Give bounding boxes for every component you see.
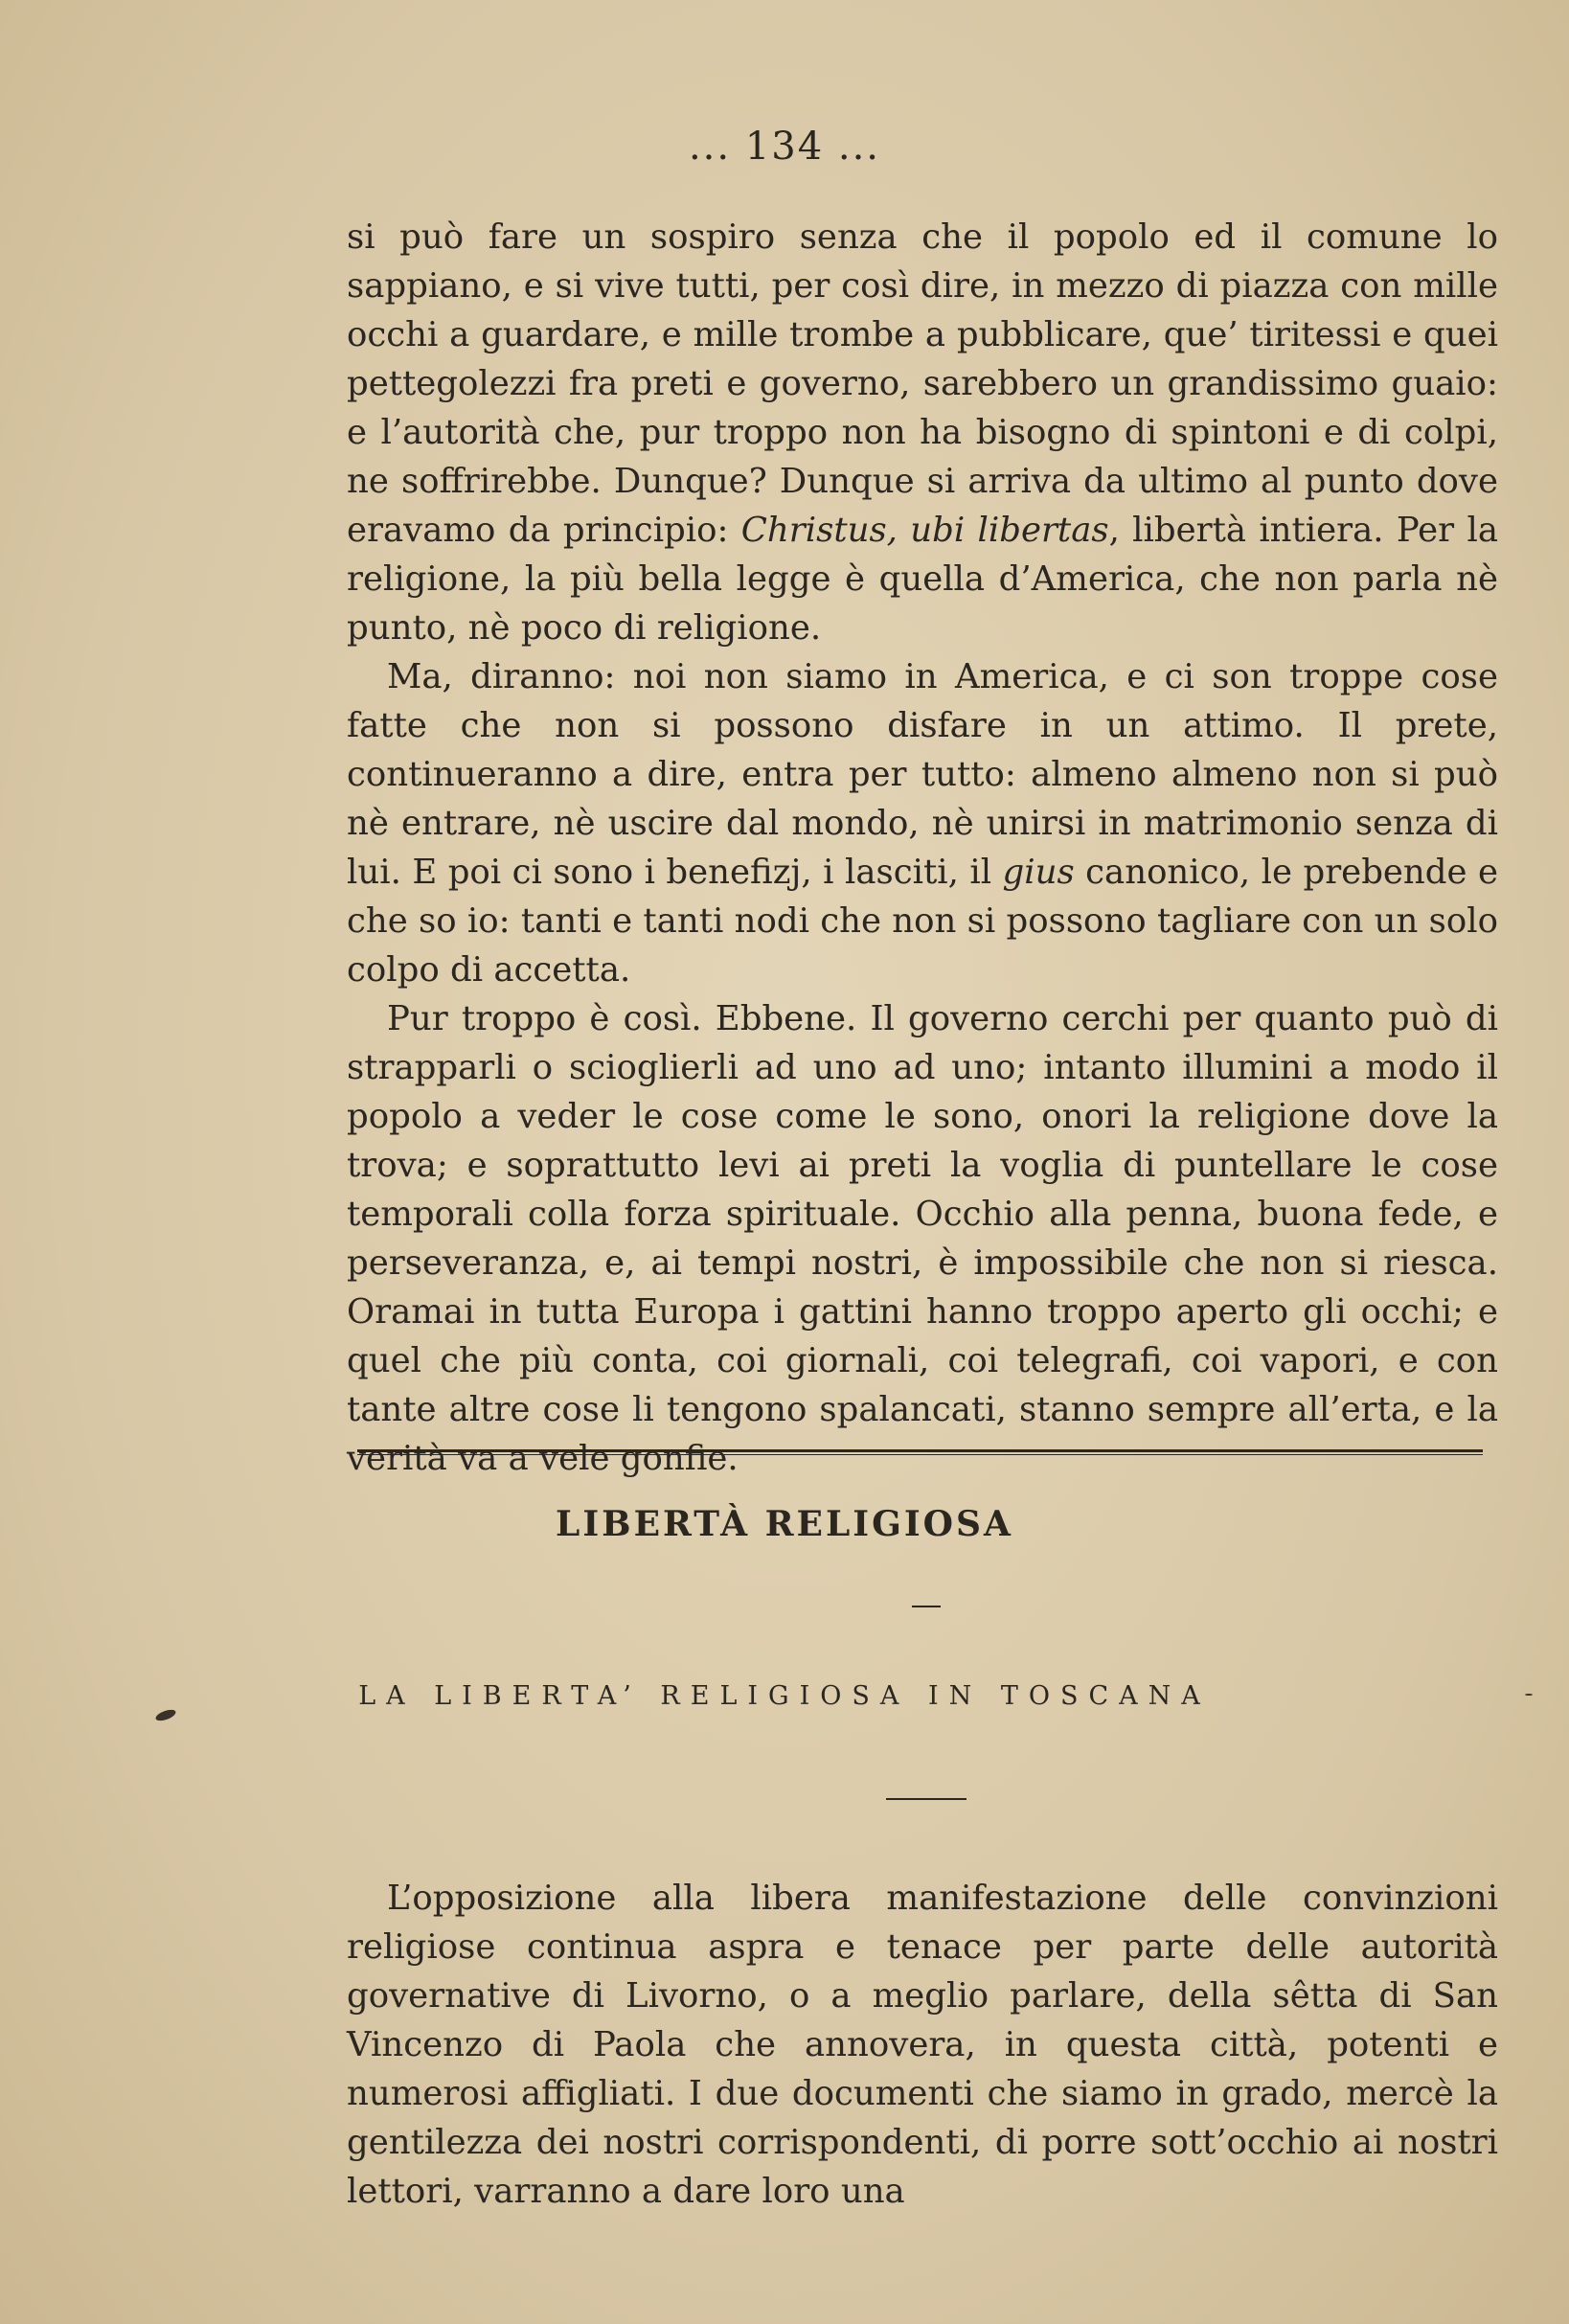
medium-dash-divider [886,1798,966,1800]
section-title: LIBERTÀ RELIGIOSA [556,1504,1013,1544]
page-number: ... 134 ... [688,125,881,169]
paragraph-1 [347,213,1498,652]
bottom-text-block [347,1874,1498,2216]
paragraph-1-part-a: si può fare un sospiro senza che il popolo ed il comune lo sappiano, e si vive tutti, per così dire, in mezzo di piazza con mille occhi a guardare, e mille trombe a pubblicare, que’ tiritessi e quei pettegolezzi fra preti e governo, sarebbero un grandissimo guaio: e l’autorità che, pur troppo non ha bisogno di spintoni e di colpi, ne soffrirebbe. Dunque? Dunque si arriva da ultimo al punto dove eravamo da principio: [347,217,1498,550]
paragraph-2-part-a: Ma, diranno: noi non siamo in America, e ci son troppe cose fatte che non si possono disfare in un attimo. Il prete, continueranno a dire, entra per tutto: almeno almeno non si può nè entrare, nè uscire dal mondo, nè unirsi in matrimonio senza di lui. E poi ci sono i benefizj, i lasciti, il [347,657,1498,892]
section-divider-rule [357,1449,1483,1455]
top-text-block [347,213,1498,1483]
ink-speck-small [1525,1694,1533,1696]
section-subtitle: LA LIBERTA’ RELIGIOSA IN TOSCANA [358,1681,1211,1711]
gius-italic: gius [1002,853,1075,892]
paragraph-3: Pur troppo è così. Ebbene. Il governo cerchi per quanto può di strapparli o scioglierli ad uno ad uno; intanto illumini a modo il popolo a veder le cose come le sono, onori la religione dove la trova; e soprattutto levi ai preti la voglia di puntellare le cose temporali colla forza spirituale. Occhio alla penna, buona fede, e perseveranza, e, ai tempi nostri, è impossibile che non si riesca. Oramai in tutta Europa i gattini hanno troppo aperto gli occhi; e quel che più conta, coi giornali, coi telegrafi, coi vapori, e con tante altre cose li tengono spalancati, stanno sempre all’erta, e la verità va a vele gonfie. [347,999,1498,1478]
paragraph-1-part-b: , libertà intiera. Per la religione, la più bella legge è quella d’America, che non parla nè punto, nè poco di religione. [347,511,1498,648]
paragraph-2 [347,652,1498,994]
paragraph-4: L’opposizione alla libera manifestazione delle convinzioni religiose continua aspra e tenace per parte delle autorità governative di Livorno, o a meglio parlare, della sêtta di San Vincenzo di Paola che annovera, in questa città, potenti e numerosi affigliati. I due documenti che siamo in grado, mercè la gentilezza dei nostri corrispondenti, di porre sott’occhio ai nostri lettori, varranno a dare loro una [347,1879,1498,2211]
short-dash-divider [912,1606,941,1607]
latin-motto: Christus, ubi libertas [740,511,1109,550]
paragraph-2-part-b: canonico, le prebende e che so io: tanti e tanti nodi che non si possono tagliare con un solo colpo di accetta. [347,853,1498,990]
